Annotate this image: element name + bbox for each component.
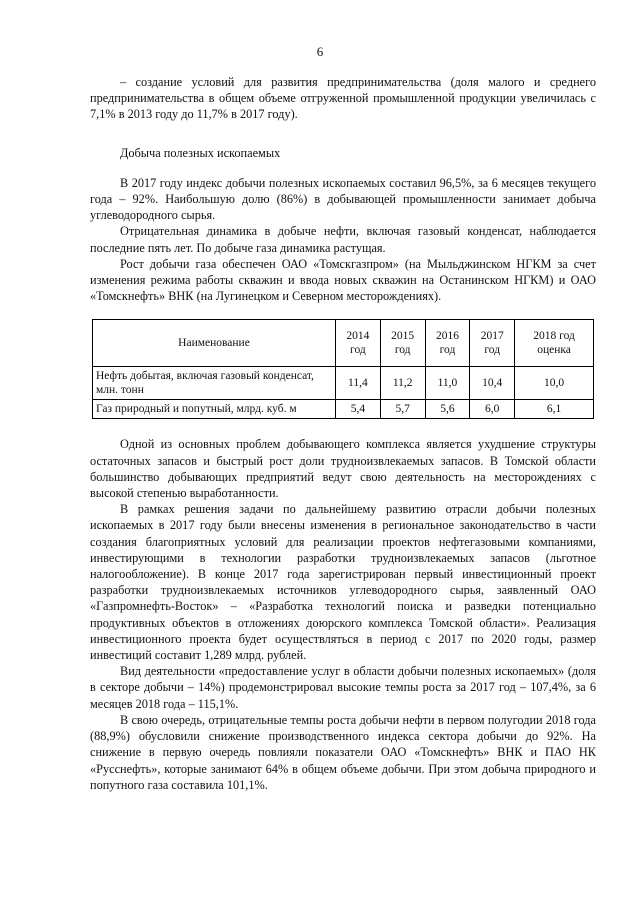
document-body — [90, 74, 596, 793]
production-table — [92, 319, 594, 419]
paragraph-oil-decline: В свою очередь, отрицательные темпы роста добычи нефти в первом полугодии 2018 года (88,9%) обусловили снижение производственного индекса сектора добычи до 92%. На снижение в первую очередь повлияли показатели ОАО «Томскнефть» ВНК и ПАО НК «Русснефть», которые занимают 64% в общем объеме добычи. При этом добыча природного и попутного газа составила 101,1%. — [90, 712, 596, 792]
table-header-2017: 2017 год — [470, 320, 515, 367]
section-heading: Добыча полезных ископаемых — [120, 145, 281, 160]
table-cell: 6,1 — [515, 400, 594, 419]
paragraph-services: Вид деятельности «предоставление услуг в области добычи полезных ископаемых» (доля в секторе добычи – 14%) продемонстрировал высокие темпы роста за 2017 год – 107,4%, за 6 месяцев 2018 года – 115,1%. — [90, 664, 596, 711]
paragraph-gas-growth: Рост добычи газа обеспечен ОАО «Томскгазпром» (на Мыльджинском НГКМ за счет изменения режима работы скважин и ввода новых скважин на Останинском НГКМ) и ОАО «Томскнефть» ВНК (на Лугинецком и Северном месторождениях). — [90, 256, 596, 304]
table-cell: 11,2 — [380, 367, 425, 400]
paragraph-legislation: В рамках решения задачи по дальнейшему развитию отрасли добычи полезных ископаемых в 2017 году были внесены изменения в региональное законодательство в части создания благоприятных условий для реализации проектов нефтегазовыми компаниями, инвестирующими в технологии разработки трудноизвлекаемых запасов (льготное налогообложение). В конце 2017 года зарегистрирован первый инвестиционный проект разработки трудноизвлекаемых источников углеводородного сырья, заявленный ОАО «Газпромнефть-Восток» – «Разработка технологий поиска и разведки потенциально продуктивных объектов в отложениях доюрского комплекса Томской области». Реализация инвестиционного проекта будет осуществляться в период с 2017 по 2020 годы, размер инвестиций составит 1,289 млрд. рублей. — [90, 502, 596, 663]
table-header-name: Наименование — [93, 320, 336, 367]
table-cell: 10,4 — [470, 367, 515, 400]
table-header-2015: 2015 год — [380, 320, 425, 367]
table-header-2014: 2014 год — [336, 320, 381, 367]
table-cell: 6,0 — [470, 400, 515, 419]
table-cell: 5,6 — [425, 400, 470, 419]
paragraph-mining-index: В 2017 году индекс добычи полезных ископаемых составил 96,5%, за 6 месяцев текущего года – 92%. Наибольшую долю (86%) в добывающей промышленности занимает добыча углеводородного сырья. — [90, 175, 596, 223]
table-row-label: Нефть добытая, включая газовый конденсат, млн. тонн — [93, 367, 336, 400]
table-row — [93, 400, 594, 419]
table-cell: 5,7 — [380, 400, 425, 419]
paragraph-reserves-problem: Одной из основных проблем добывающего комплекса является ухудшение структуры остаточных запасов и быстрый рост доли трудноизвлекаемых запасов. В Томской области большинство добывающих предприятий ведут свою деятельность на месторождениях с высокой степенью выработанности. — [90, 437, 596, 501]
table-cell: 11,4 — [336, 367, 381, 400]
page-number: 6 — [316, 44, 324, 59]
table-row-label: Газ природный и попутный, млрд. куб. м — [93, 400, 336, 419]
table-cell: 5,4 — [336, 400, 381, 419]
intro-list-item: – создание условий для развития предпринимательства (доля малого и среднего предпринимательства в общем объеме отгруженной промышленной продукции увеличилась с 7,1% в 2013 году до 11,7% в 2017 году). — [90, 75, 596, 122]
table-cell: 11,0 — [425, 367, 470, 400]
table-header-row — [93, 320, 594, 367]
table-cell: 10,0 — [515, 367, 594, 400]
table-row — [93, 367, 594, 400]
table-header-2018: 2018 год оценка — [515, 320, 594, 367]
paragraph-oil-dynamics: Отрицательная динамика в добыче нефти, включая газовый конденсат, наблюдается последние пять лет. По добыче газа динамика растущая. — [90, 224, 596, 255]
table-header-2016: 2016 год — [425, 320, 470, 367]
